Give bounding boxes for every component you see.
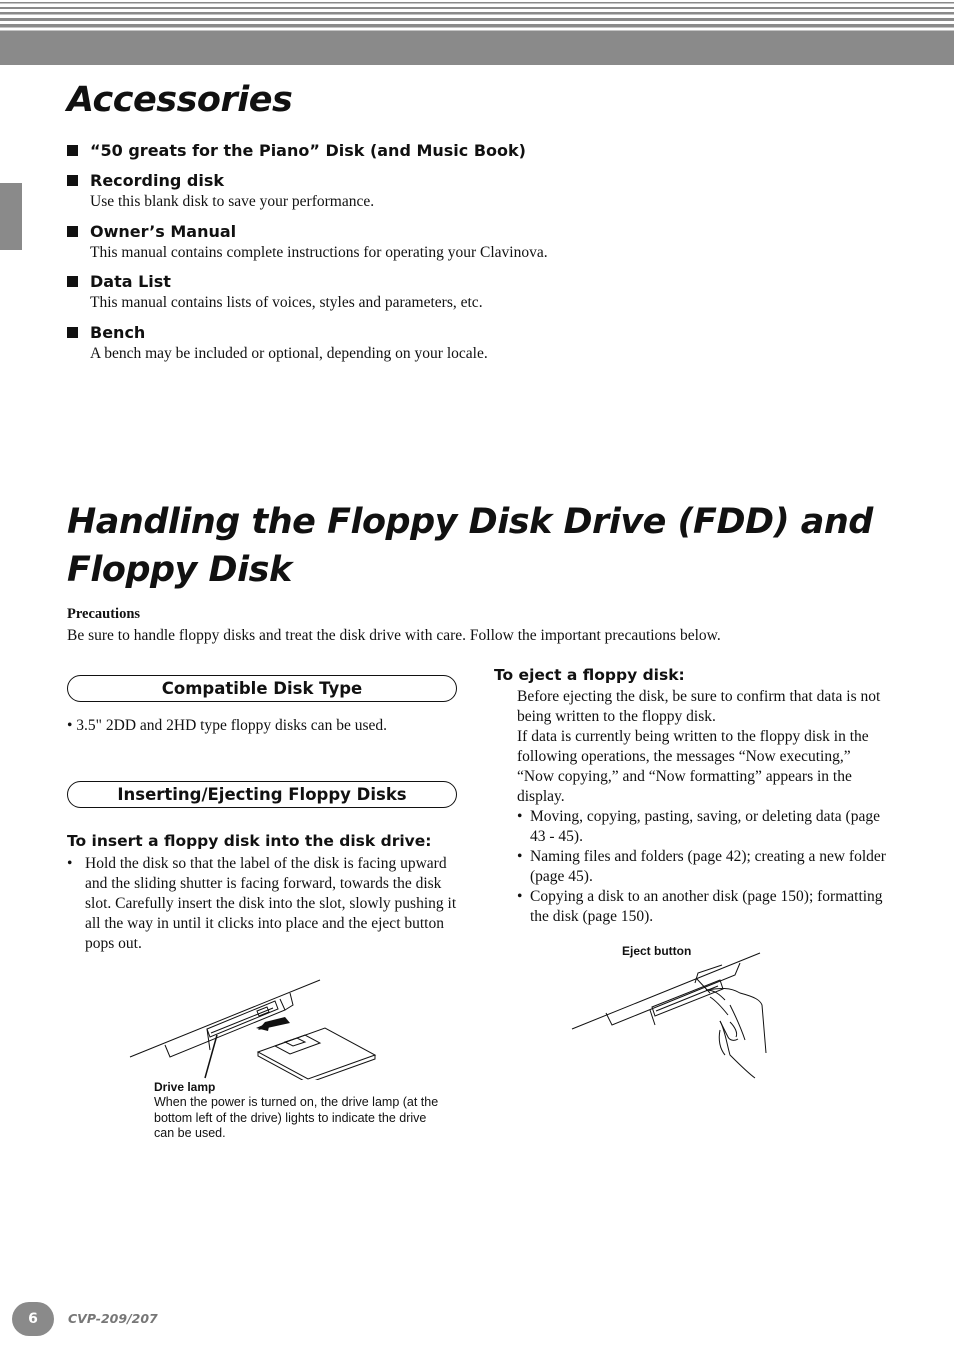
eject-bullet-item [517,847,887,887]
header-stripe-lines [0,0,954,36]
accessory-heading: “50 greats for the Piano” Disk (and Music Book) [90,141,526,160]
insert-disk-illustration [125,975,385,1080]
inserting-ejecting-heading: Inserting/Ejecting Floppy Disks [67,781,457,808]
accessory-heading: Data List [90,272,171,291]
eject-disk-illustration [570,945,770,1085]
drive-lamp-label: Drive lamp [154,1080,216,1094]
insert-instructions-text: Hold the disk so that the label of the disk is facing upward and the sliding shutter is facing forward, towards the disk slot. Carefully insert the disk into the slot, slowly pushing it all the way in until it clicks into place and the eject button pops out. [85,855,457,952]
header-bar [0,36,954,65]
eject-bullet-item [517,807,887,847]
page-number: 6 [12,1302,54,1336]
accessory-description: This manual contains lists of voices, styles and parameters, etc. [90,294,483,311]
accessories-title: Accessories [67,80,293,120]
accessory-heading: Recording disk [90,171,224,190]
chapter-side-tab [0,183,22,250]
square-bullet-icon [67,175,78,186]
accessory-description: Use this blank disk to save your performance. [90,193,375,210]
bullet-dot: • [517,808,523,825]
bullet-dot: • [517,888,523,905]
accessory-item-piano-disk [67,141,526,160]
square-bullet-icon [67,145,78,156]
eject-bullet-item [517,887,887,927]
model-name: CVP-209/207 [68,1311,158,1326]
accessory-item-recording-disk [67,171,374,211]
accessory-description: A bench may be included or optional, depending on your locale. [90,345,488,362]
fdd-section-title: Handling the Floppy Disk Drive (FDD) and Floppy Disk [67,502,873,590]
eject-button-label: Eject button [622,944,692,958]
compatible-disk-type-heading: Compatible Disk Type [67,675,457,702]
accessory-description: This manual contains complete instructions for operating your Clavinova. [90,244,548,261]
insert-instructions [67,854,459,954]
accessory-heading: Bench [90,323,146,342]
insert-subheading: To insert a floppy disk into the disk drive: [67,832,432,850]
eject-bullet-text: Naming files and folders (page 42); creating a new folder (page 45). [530,848,886,885]
bullet-dot: • [67,855,73,872]
eject-paragraph-2: If data is currently being written to the floppy disk in the following operations, the messages “Now executing,” “Now copying,” and “Now formatting” appears in the display. [517,728,869,805]
bullet-dot: • [517,848,523,865]
square-bullet-icon [67,276,78,287]
eject-instructions [517,687,887,927]
eject-paragraph-1: Before ejecting the disk, be sure to confirm that data is not being written to the floppy disk. [517,688,881,725]
precautions-label: Precautions [67,606,141,622]
square-bullet-icon [67,226,78,237]
drive-lamp-text: When the power is turned on, the drive lamp (at the bottom left of the drive) lights to indicate the drive can be used. [154,1095,439,1140]
square-bullet-icon [67,327,78,338]
accessory-item-owners-manual [67,222,548,262]
compatible-disk-bullet: • 3.5" 2DD and 2HD type floppy disks can be used. [67,717,387,734]
eject-bullet-text: Copying a disk to an another disk (page 150); formatting the disk (page 150). [530,888,883,925]
accessory-item-bench [67,323,488,363]
accessory-heading: Owner’s Manual [90,222,237,241]
precautions-text: Be sure to handle floppy disks and treat the disk drive with care. Follow the important precautions below. [67,627,721,644]
eject-bullet-text: Moving, copying, pasting, saving, or deleting data (page 43 - 45). [530,808,880,845]
eject-subheading: To eject a floppy disk: [494,666,685,684]
accessory-item-data-list [67,272,483,312]
